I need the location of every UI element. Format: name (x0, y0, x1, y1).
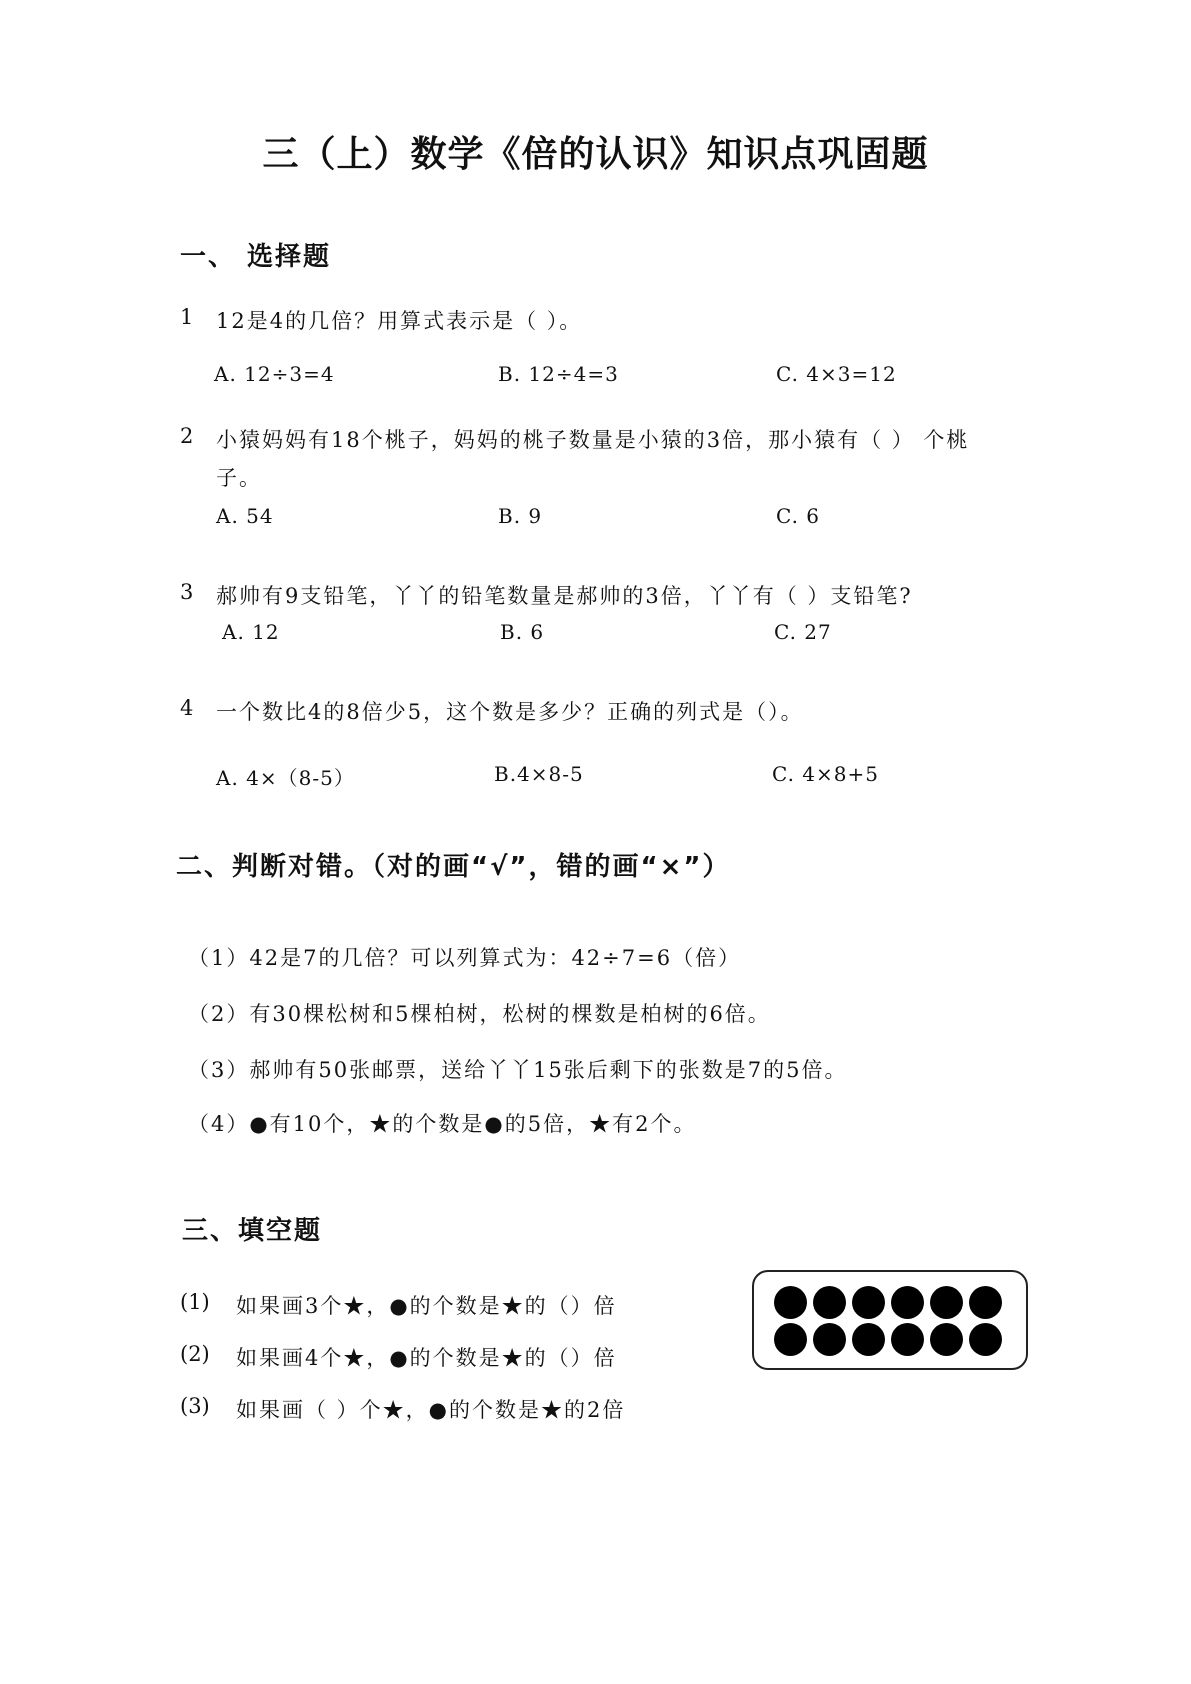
option-a: A. 12÷3=4 (214, 362, 335, 386)
circle-dot-icon (891, 1323, 924, 1356)
circle-dot-icon (774, 1286, 807, 1319)
dots-figure (752, 1270, 1028, 1370)
fill-blank-number: (2) (180, 1342, 210, 1366)
section-heading-true-false: 二、判断对错。（对的画“√”，错的画“×”） (176, 852, 731, 882)
section-heading-fill-blank: 三、填空题 (182, 1216, 323, 1246)
option-b: B.4×8-5 (494, 762, 584, 786)
question-number: 4 (180, 696, 194, 720)
true-false-item: （4）●有10个，★的个数是●的5倍，★有2个。 (188, 1112, 697, 1136)
question-number: 1 (180, 305, 194, 329)
question-text-line2: 子。 (216, 466, 262, 490)
fill-blank-text: 如果画3个★，●的个数是★的（）倍 (236, 1294, 617, 1318)
option-b: B. 6 (500, 620, 545, 644)
question-text-line1: 小猿妈妈有18个桃子，妈妈的桃子数量是小猿的3倍，那小猿有（ ） 个桃 (216, 428, 970, 452)
option-c: C. 4×3=12 (776, 362, 897, 386)
circle-dot-icon (813, 1323, 846, 1356)
circle-dot-icon (852, 1323, 885, 1356)
circle-dot-icon (891, 1286, 924, 1319)
circle-dot-icon (969, 1323, 1002, 1356)
circle-dot-icon (969, 1286, 1002, 1319)
option-c: C. 27 (774, 620, 832, 644)
option-a: A. 54 (216, 504, 274, 528)
circle-dot-icon (813, 1286, 846, 1319)
true-false-item: （3）郝帅有50张邮票，送给丫丫15张后剩下的张数是7的5倍。 (188, 1058, 848, 1082)
option-a: A. 12 (222, 620, 280, 644)
question-number: 2 (180, 424, 194, 448)
option-b: B. 12÷4=3 (498, 362, 619, 386)
section-heading-multiple-choice: 一、 选择题 (180, 242, 332, 272)
fill-blank-text: 如果画（ ）个★，●的个数是★的2倍 (236, 1398, 626, 1422)
option-c: C. 6 (776, 504, 821, 528)
option-b: B. 9 (498, 504, 543, 528)
question-text: 12是4的几倍？用算式表示是（ ）。 (216, 309, 583, 333)
circle-dot-icon (930, 1286, 963, 1319)
option-a: A. 4×（8-5） (216, 766, 355, 790)
fill-blank-number: (3) (180, 1394, 210, 1418)
question-text: 一个数比4的8倍少5，这个数是多少？正确的列式是（）。 (216, 700, 804, 724)
option-c: C. 4×8+5 (772, 762, 879, 786)
fill-blank-number: (1) (180, 1290, 210, 1314)
question-text: 郝帅有9支铅笔，丫丫的铅笔数量是郝帅的3倍，丫丫有（ ）支铅笔? (216, 584, 913, 608)
true-false-item: （1）42是7的几倍？可以列算式为：42÷7=6（倍） (188, 946, 742, 970)
circle-dot-icon (774, 1323, 807, 1356)
circle-dot-icon (852, 1286, 885, 1319)
question-number: 3 (180, 580, 194, 604)
fill-blank-text: 如果画4个★，●的个数是★的（）倍 (236, 1346, 617, 1370)
dot-grid (774, 1286, 1002, 1356)
circle-dot-icon (930, 1323, 963, 1356)
true-false-item: （2）有30棵松树和5棵柏树，松树的棵数是柏树的6倍。 (188, 1002, 771, 1026)
page-title: 三（上）数学《倍的认识》知识点巩固题 (262, 134, 929, 175)
